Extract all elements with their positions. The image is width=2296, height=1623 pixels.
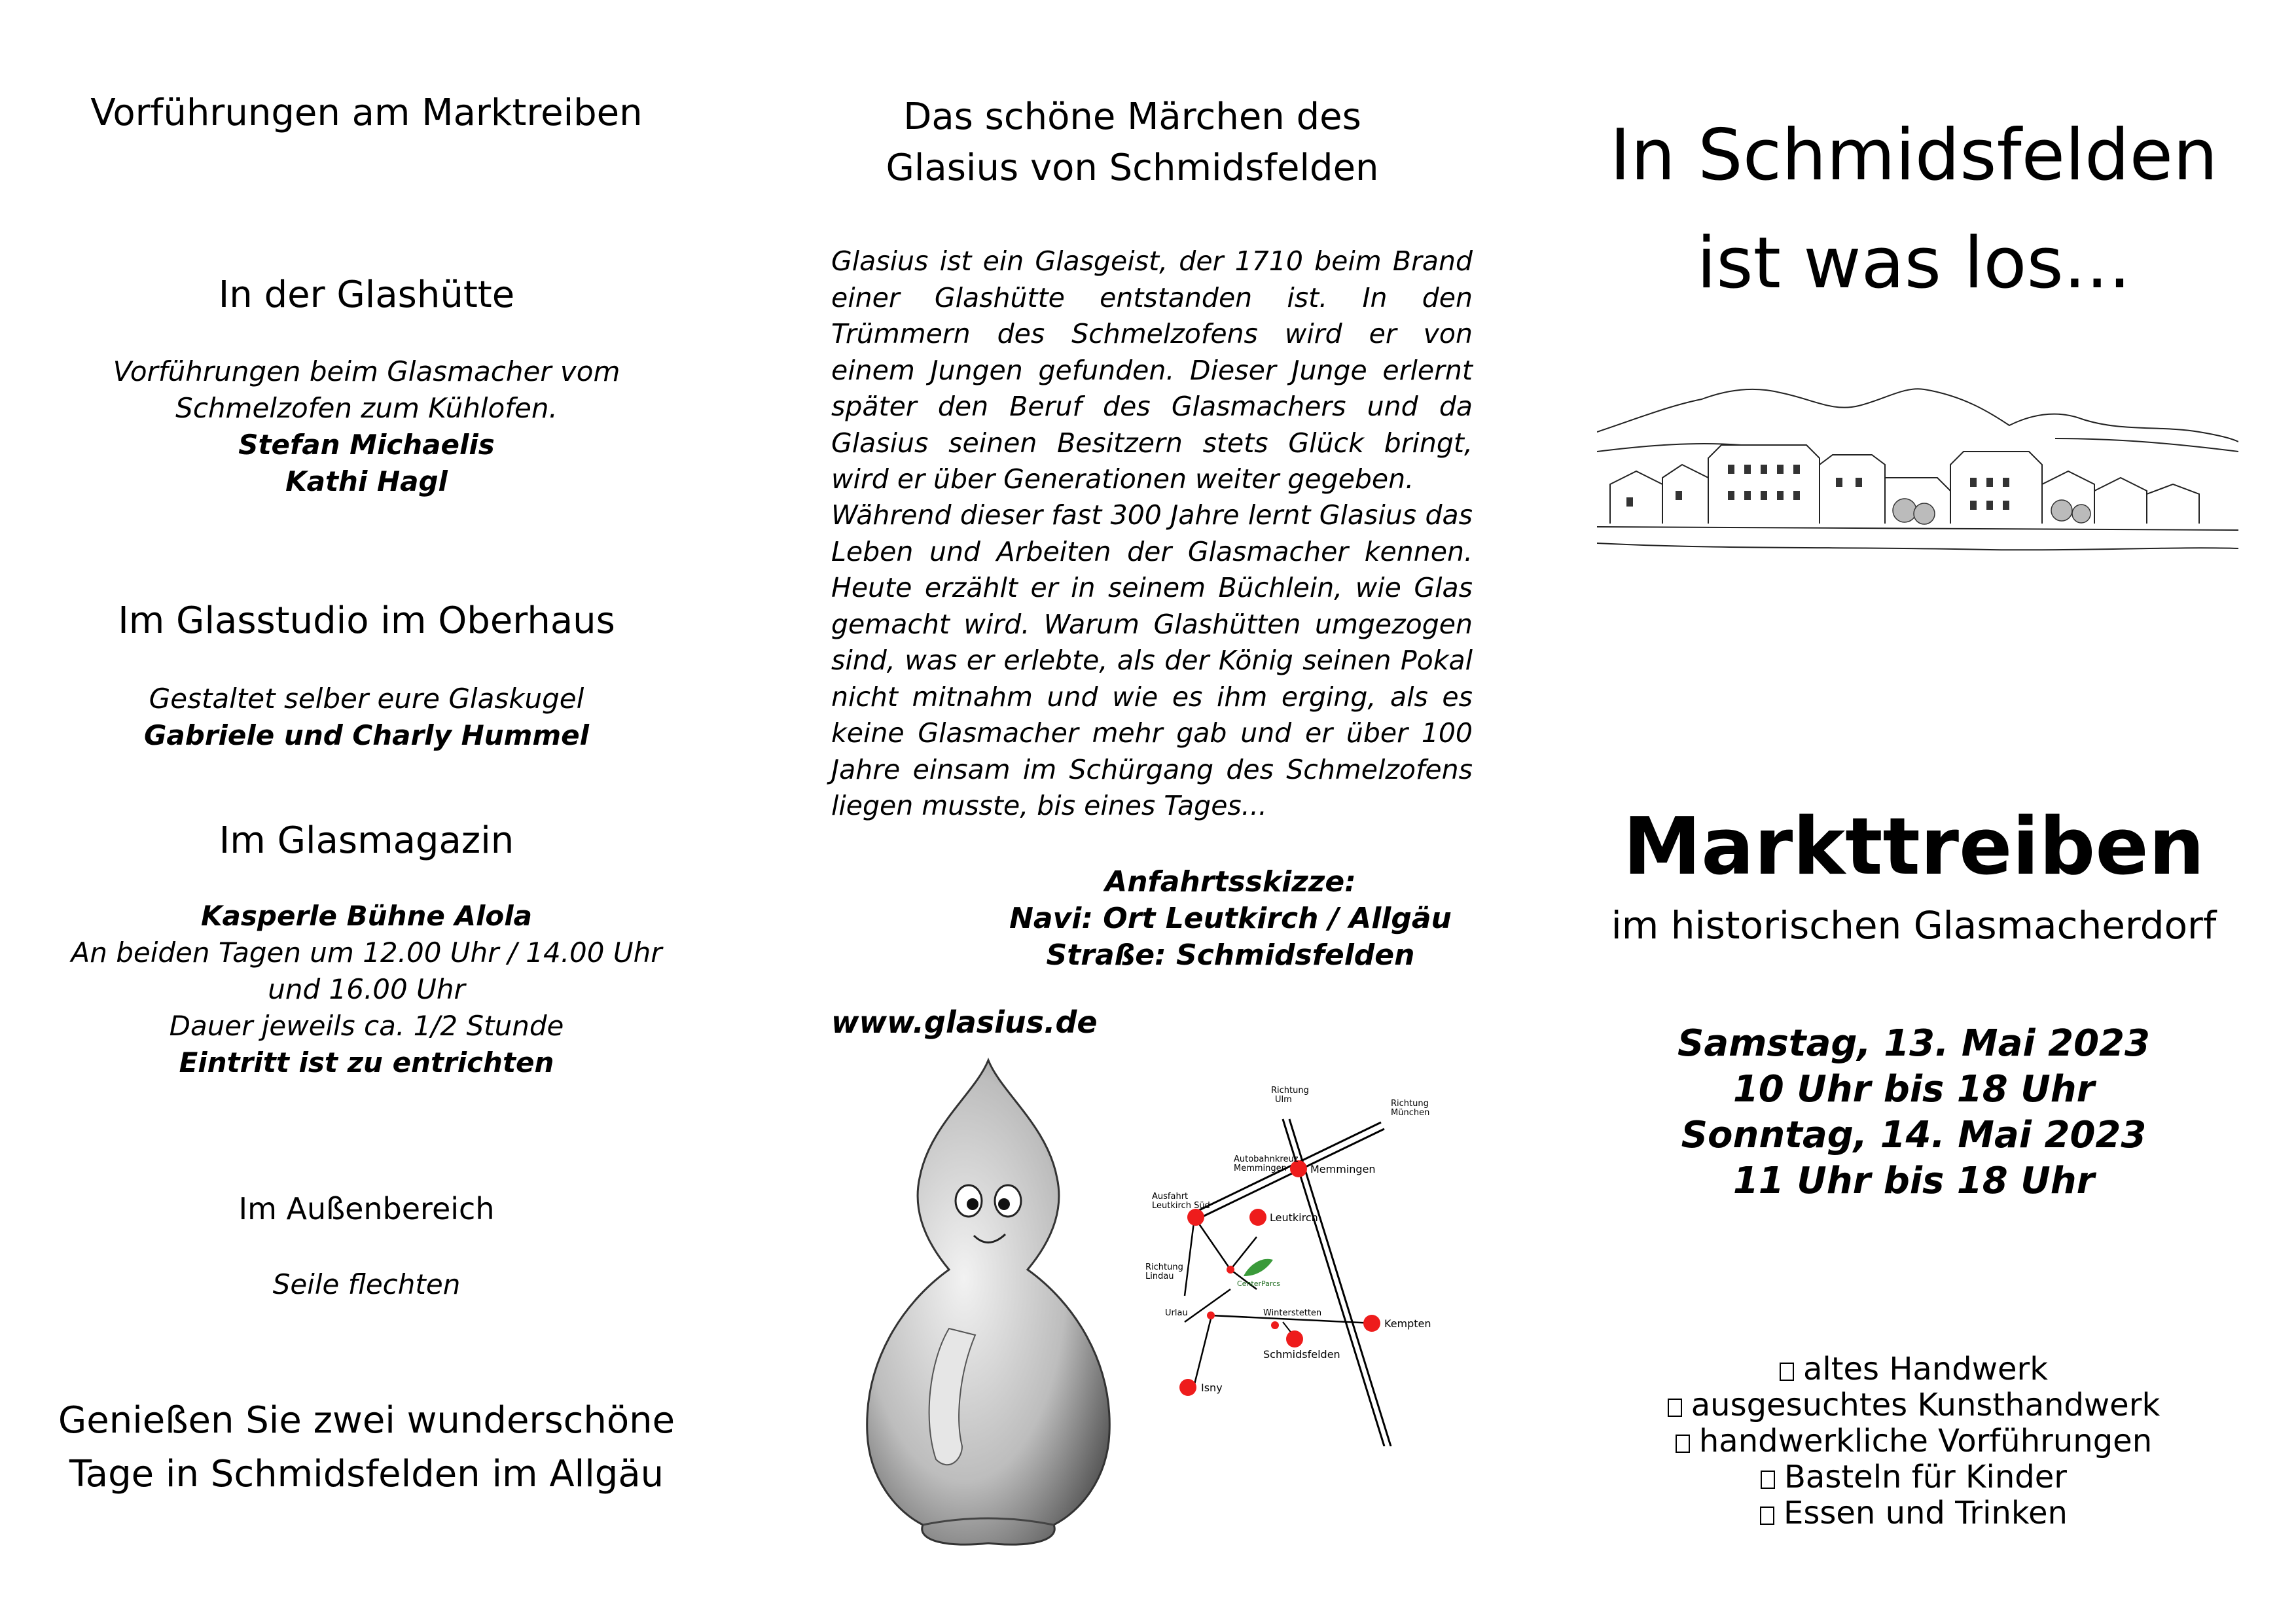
feature-label: Basteln für Kinder — [1784, 1459, 2067, 1495]
middle-panel — [766, 0, 1532, 1623]
feature-item — [1532, 1387, 2296, 1423]
feature-item — [1532, 1495, 2296, 1531]
map-label-lindau-2: Lindau — [1145, 1272, 1174, 1281]
map-label-muenchen-1: Richtung — [1391, 1099, 1429, 1109]
feature-label: ausgesuchtes Kunsthandwerk — [1691, 1387, 2161, 1423]
marker-urlau — [1207, 1311, 1215, 1319]
right-panel — [1532, 0, 2296, 1623]
story-paragraph-2: Während dieser fast 300 Jahre lernt Glasius das Leben und Arbeiten der Glasmacher kennen. Heute erzählt er in seinem Büchlein, wie Glas gemacht wird. Warum Glashütten umgezogen sind, was er erlebte, als der König seinen Pokal nicht mitnahm und wie es ihm erging, als es keine Glasmacher mehr gab und er über 100 Jahre einsam im Schürgang des Schmelzofens liegen musste, bis eines Tages... — [831, 499, 1473, 821]
cover-title-line2: ist was los... — [1696, 223, 2131, 304]
village-sketch-illustration — [1597, 380, 2238, 576]
marker-ausfahrt — [1187, 1209, 1204, 1226]
closing-line2: Tage in Schmidsfelden im Allgäu — [69, 1453, 664, 1495]
event-dates — [1532, 1021, 2296, 1204]
map-label-lindau-1: Richtung — [1145, 1262, 1183, 1272]
glasmagazin-times-line1: An beiden Tagen um 12.00 Uhr / 14.00 Uhr — [71, 936, 662, 969]
website-link[interactable]: www.glasius.de — [831, 1005, 1098, 1040]
panel-title: Vorführungen am Marktreiben — [90, 92, 643, 134]
story-paragraph-1: Glasius ist ein Glasgeist, der 1710 beim Brand einer Glashütte entstanden ist. In den Trümmern des Schmelzofens wird er von einem Jungen gefunden. Dieser Junge erlernt später den Beruf des Glasmachers und da Glasius seinen Besitzern stets Glück bringt, wird er über Generationen weiter gegeben. — [831, 245, 1473, 495]
checkbox-bullet-icon — [1780, 1363, 1794, 1381]
market-title: Markttreiben — [1623, 802, 2205, 893]
aussen-desc: Seile flechten — [272, 1268, 461, 1300]
story-title — [805, 92, 1460, 194]
map-label-ulm-1: Richtung — [1271, 1086, 1309, 1096]
glasstudio-description — [52, 681, 681, 754]
map-label-ulm-2: Ulm — [1275, 1095, 1292, 1105]
glasstudio-persons: Gabriele und Charly Hummel — [143, 719, 590, 751]
cover-title — [1532, 101, 2296, 317]
story-title-line1: Das schöne Märchen des — [903, 96, 1361, 138]
directions-title: Anfahrtsskizze: — [1105, 865, 1356, 899]
map-label-memmingen: Memmingen — [1310, 1163, 1376, 1175]
feature-list — [1532, 1351, 2296, 1531]
map-label-kempten: Kempten — [1384, 1317, 1431, 1330]
glasmagazin-duration: Dauer jeweils ca. 1/2 Stunde — [169, 1010, 564, 1042]
time-sunday: 11 Uhr bis 18 Uhr — [1732, 1160, 2095, 1202]
feature-label: Essen und Trinken — [1784, 1495, 2068, 1531]
leaf-icon — [1244, 1259, 1273, 1276]
glasmagazin-show: Kasperle Bühne Alola — [201, 900, 532, 932]
map-label-ausfahrt-1: Ausfahrt — [1152, 1192, 1189, 1202]
glashuette-description — [52, 353, 681, 500]
checkbox-bullet-icon — [1676, 1435, 1690, 1453]
checkbox-bullet-icon — [1760, 1507, 1774, 1525]
map-label-muenchen-2: München — [1391, 1108, 1430, 1118]
feature-label: handwerkliche Vorführungen — [1698, 1423, 2153, 1459]
glashuette-person2: Kathi Hagl — [285, 465, 448, 497]
directions-navi: Navi: Ort Leutkirch / Allgäu — [1009, 902, 1452, 935]
feature-item — [1532, 1459, 2296, 1495]
map-label-schmidsfelden: Schmidsfelden — [1263, 1348, 1340, 1361]
directions-block — [988, 864, 1473, 974]
story-title-line2: Glasius von Schmidsfelden — [886, 147, 1379, 189]
glasmagazin-heading: Im Glasmagazin — [219, 819, 514, 862]
feature-item — [1532, 1351, 2296, 1387]
glasmagazin-description — [52, 898, 681, 1081]
date-sunday: Sonntag, 14. Mai 2023 — [1681, 1114, 2147, 1156]
feature-label: altes Handwerk — [1803, 1351, 2049, 1387]
left-panel — [0, 0, 766, 1623]
marker-winterstetten — [1271, 1321, 1279, 1329]
map-label-isny: Isny — [1201, 1382, 1223, 1394]
glashuette-desc-line2: Schmelzofen zum Kühlofen. — [175, 392, 558, 424]
glashuette-person1: Stefan Michaelis — [238, 429, 495, 461]
map-label-autobahnkreuz-1: Autobahnkreuz — [1234, 1154, 1299, 1164]
marker-isny — [1179, 1379, 1196, 1396]
map-label-ausfahrt-2: Leutkirch Süd — [1152, 1201, 1210, 1211]
marker-kempten — [1363, 1315, 1380, 1332]
time-saturday: 10 Uhr bis 18 Uhr — [1732, 1068, 2095, 1111]
marker-schmidsfelden — [1286, 1330, 1303, 1347]
map-label-urlau: Urlau — [1165, 1308, 1188, 1318]
checkbox-bullet-icon — [1761, 1471, 1775, 1489]
closing-line1: Genießen Sie zwei wunderschöne — [58, 1399, 675, 1442]
route-map — [1132, 1080, 1486, 1446]
marker-centerparcs — [1227, 1266, 1234, 1274]
map-label-leutkirch: Leutkirch — [1270, 1211, 1318, 1224]
glashuette-desc-line1: Vorführungen beim Glasmacher vom — [113, 355, 620, 387]
market-subtitle: im historischen Glasmacherdorf — [1611, 903, 2217, 948]
feature-item — [1532, 1423, 2296, 1459]
checkbox-bullet-icon — [1668, 1399, 1682, 1417]
glasstudio-desc: Gestaltet selber eure Glaskugel — [149, 683, 584, 715]
date-saturday: Samstag, 13. Mai 2023 — [1677, 1022, 2150, 1065]
glashuette-heading: In der Glashütte — [218, 274, 515, 316]
marker-leutkirch — [1249, 1209, 1266, 1226]
glasmagazin-fee: Eintritt ist zu entrichten — [179, 1046, 554, 1079]
glasius-figure-illustration — [851, 1054, 1126, 1551]
map-label-autobahnkreuz-2: Memmingen — [1234, 1164, 1287, 1173]
map-label-winterstetten: Winterstetten — [1263, 1308, 1322, 1318]
directions-street: Straße: Schmidsfelden — [1046, 938, 1415, 972]
map-label-centerparcs: CenterParcs — [1237, 1279, 1280, 1288]
cover-title-line1: In Schmidsfelden — [1609, 115, 2218, 196]
closing-text — [0, 1394, 733, 1501]
glasmagazin-times-line2: und 16.00 Uhr — [268, 973, 465, 1005]
glasstudio-heading: Im Glasstudio im Oberhaus — [118, 599, 615, 642]
aussen-description — [52, 1266, 681, 1303]
aussen-heading: Im Außenbereich — [238, 1191, 495, 1226]
